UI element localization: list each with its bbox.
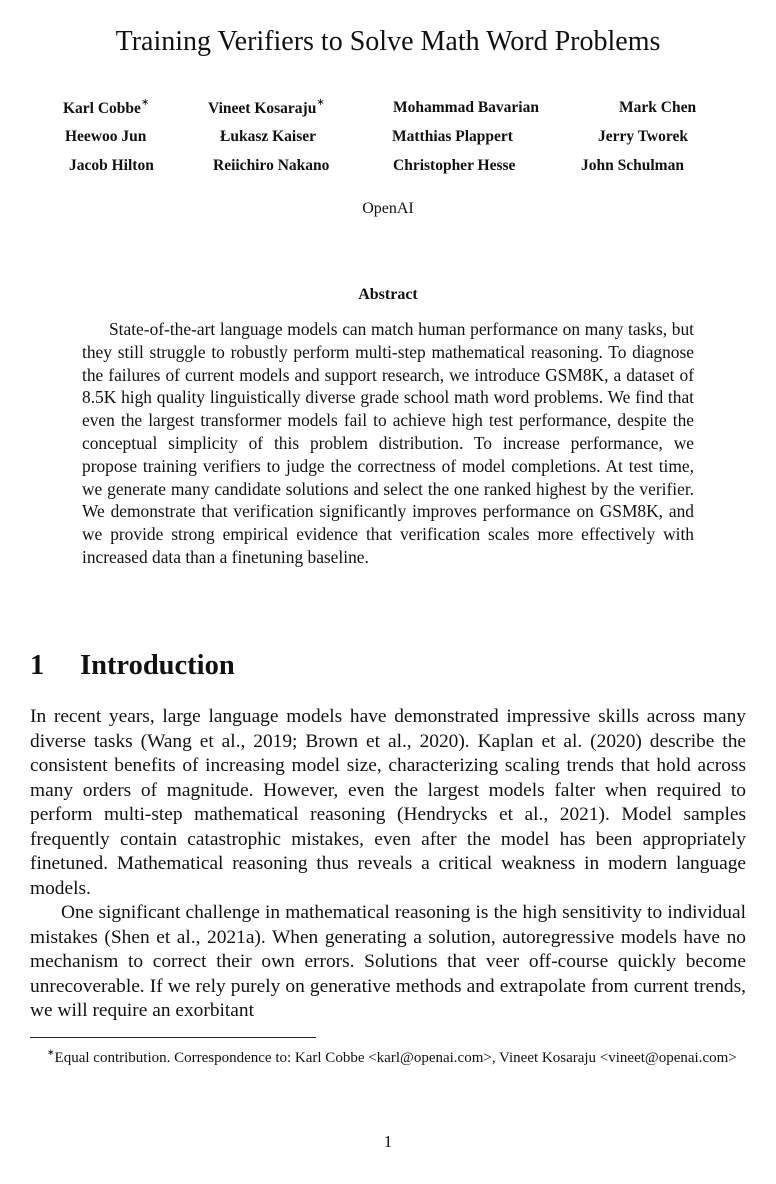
- body-paragraph: In recent years, large language models have demonstrated impressive skills across many diverse tasks (Wang et al., 2019; Brown et al., 2020). Kaplan et al. (2020) describe the consistent benefits of increasing model size, characterizing scaling trends that hold across many orders of magnitude. However, even the largest models falter when required to perform multi-step mathematical reasoning (Hendrycks et al., 2021). Model samples frequently contain catastrophic mistakes, even after the model has been appropriately finetuned. Mathematical reasoning thus reveals a critical weakness in modern language models.: [30, 706, 746, 899]
- footnote-rule: [30, 1037, 316, 1038]
- author-name: Heewoo Jun: [65, 128, 147, 145]
- section-title: Introduction: [80, 650, 235, 681]
- abstract-text: State-of-the-art language models can match human performance on many tasks, but they still struggle to robustly perform multi-step mathematical reasoning. To diagnose the failures of current models and support research, we introduce GSM8K, a dataset of 8.5K high quality linguistically diverse grade school math word problems. We find that even the largest transformer models fail to achieve high test performance, despite the conceptual simplicity of this problem distribution. To increase performance, we propose training verifiers to judge the correctness of model completions. At test time, we generate many candidate solutions and select the one ranked highest by the verifier. We demonstrate that verification significantly improves performance on GSM8K, and we provide strong empirical evidence that verification scales more effectively with increased data than a finetuning baseline.: [82, 319, 694, 567]
- paper-title: Training Verifiers to Solve Math Word Problems: [115, 26, 661, 57]
- footnote: [30, 1043, 746, 1068]
- abstract-heading: Abstract: [358, 286, 418, 303]
- section-body: [30, 705, 746, 1024]
- author-name: Łukasz Kaiser: [220, 128, 317, 145]
- author-name: Karl Cobbe∗: [63, 97, 150, 118]
- author-name: Jerry Tworek: [598, 128, 688, 145]
- equal-contribution-mark: ∗: [316, 97, 325, 108]
- body-paragraph: One significant challenge in mathematical reasoning is the high sensitivity to individual mistakes (Shen et al., 2021a). When generating a solution, autoregressive models have no mechanism to correct their own errors. Solutions that veer off-course quickly become unrecoverable. If we rely purely on generative methods and extrapolate from current trends, we will require an exorbitant: [30, 902, 746, 1021]
- author-name: Vineet Kosaraju∗: [208, 97, 325, 118]
- page-number: 1: [383, 1132, 393, 1151]
- author-name: Reiichiro Nakano: [213, 157, 330, 174]
- equal-contribution-mark: ∗: [140, 97, 150, 108]
- footnote-text: Equal contribution. Correspondence to: Karl Cobbe <karl@openai.com>, Vineet Kosaraju <vineet@openai.com>: [54, 1050, 737, 1066]
- author-name: Matthias Plappert: [392, 128, 513, 145]
- author-name: Mark Chen: [619, 99, 697, 116]
- section-number: 1: [30, 650, 45, 681]
- author-name: Mohammad Bavarian: [393, 99, 539, 116]
- author-name: Christopher Hesse: [393, 157, 516, 174]
- affiliation: OpenAI: [362, 200, 414, 217]
- author-name: Jacob Hilton: [69, 157, 154, 174]
- footnote-mark: ∗: [47, 1047, 55, 1057]
- author-name: John Schulman: [581, 157, 684, 174]
- section-heading: [30, 650, 235, 682]
